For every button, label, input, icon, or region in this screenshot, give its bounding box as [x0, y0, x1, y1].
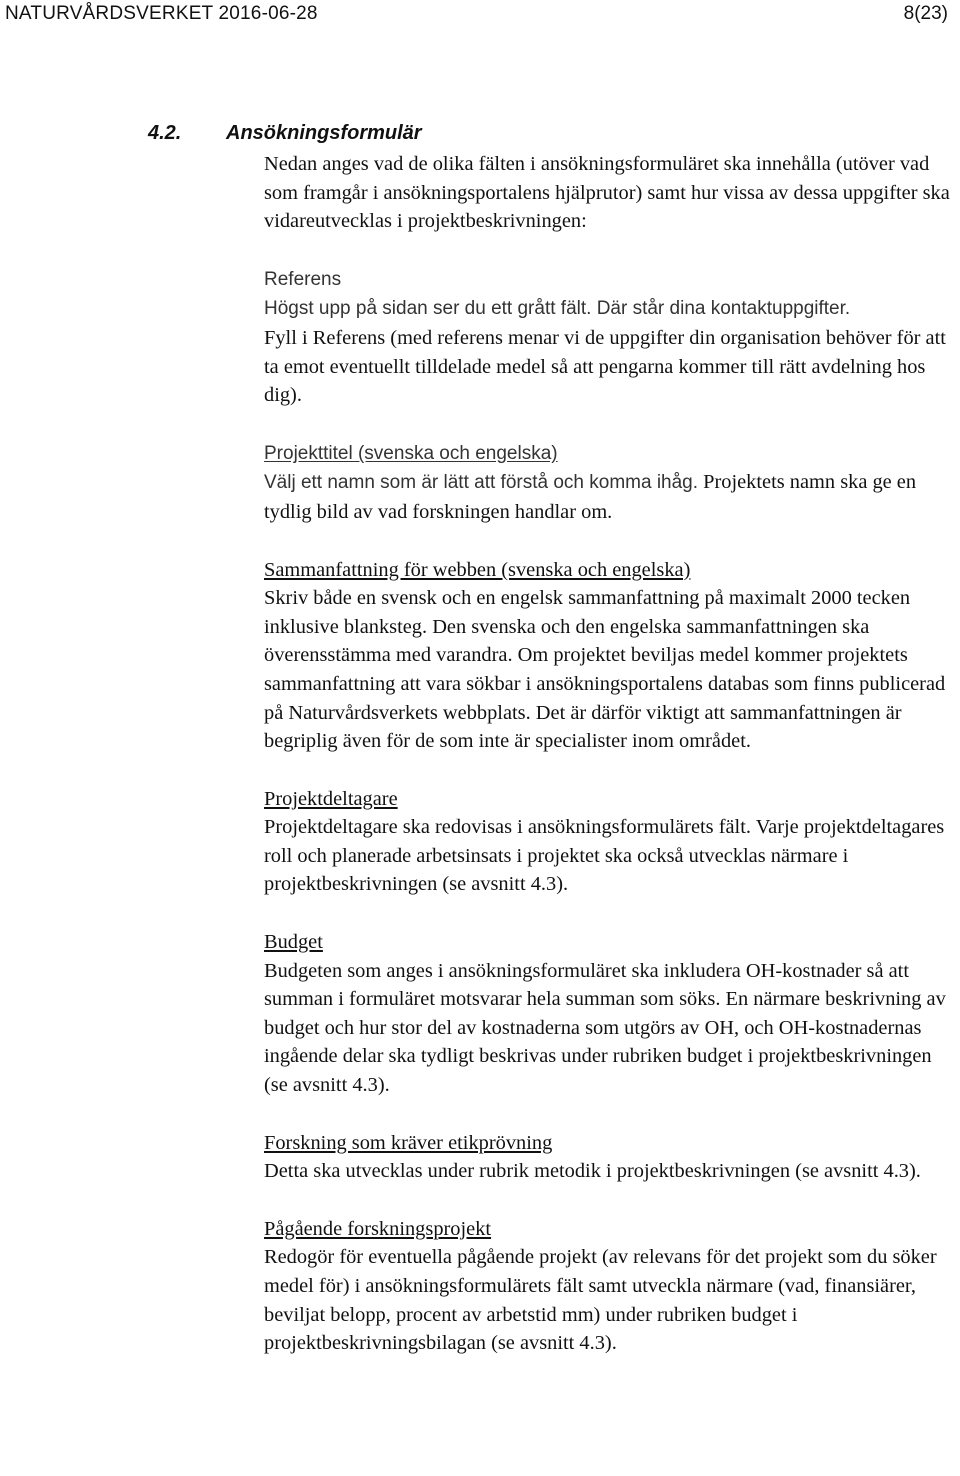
section-number: 4.2. [148, 122, 182, 144]
section-etikprovning [264, 1129, 960, 1186]
subsection-title: Sammanfattning för webben (svenska och engelska) [264, 558, 691, 581]
section-projekttitel [264, 439, 960, 527]
intro-paragraph: Nedan anges vad de olika fälten i ansökningsformuläret ska innehålla (utöver vad som framgår i ansökningsportalens hjälprutor) samt hur vissa av dessa uppgifter ska vidareutvecklas i projektbeskrivningen: [264, 153, 950, 233]
subsection-body-sans: Välj ett namn som är lätt att förstå och komma ihåg. [264, 472, 699, 494]
page-header [0, 2, 960, 32]
subsection-body: Skriv både en svensk och en engelsk sammanfattning på maximalt 2000 tecken inklusive blanksteg. Den svenska och den engelska sammanfattningen ska överensstämma med varandra. Om projektet beviljas medel kommer projektets sammanfattning att vara sökbar i ansökningsportalens databas som finns publicerad på Naturvårdsverkets webbplats. Det är därför viktigt att sammanfattningen är begriplig även för de som inte är specialister inom området. [264, 587, 946, 753]
subsection-body: Fyll i Referens (med referens menar vi de uppgifter din organisation behöver för att ta emot eventuellt tilldelade medel så att pengarna kommer till rätt avdelning hos dig). [264, 326, 946, 407]
subsection-title: Budget [264, 931, 323, 954]
subsection-body: Redogör för eventuella pågående projekt (av relevans för det projekt som du söker medel för) i ansökningsformulärets fält samt utveckla närmare (vad, finansiärer, beviljat belopp, procent av arbetstid mm) under rubriken budget i projektbeskrivningsbilagan (se avsnitt 4.3). [264, 1246, 937, 1355]
subsection-body: Budgeten som anges i ansökningsformuläret ska inkludera OH-kostnader så att summan i formuläret motsvarar hela summan som söks. En närmare beskrivning av budget och hur stor del av kostnaderna som utgörs av OH, och OH-kostnadernas ingående delar ska tydligt beskrivas under rubriken budget i projektbeskrivningen (se avsnitt 4.3). [264, 959, 946, 1097]
section-sammanfattning [264, 556, 960, 756]
subsection-title: Pågående forskningsprojekt [264, 1217, 492, 1240]
section-pagaende-projekt [264, 1215, 960, 1358]
header-page-number: 8(23) [903, 3, 948, 24]
subsection-title: Projektdeltagare [264, 787, 398, 810]
subsection-title: Referens [264, 268, 342, 290]
section-heading [148, 120, 422, 146]
subsection-body: Detta ska utvecklas under rubrik metodik i projektbeskrivningen (se avsnitt 4.3). [264, 1160, 921, 1183]
header-agency-date: NATURVÅRDSVERKET 2016-06-28 [5, 3, 318, 24]
subsection-body: Projektdeltagare ska redovisas i ansökningsformulärets fält. Varje projektdeltagares roll och planerade arbetsinsats i projektet ska också utvecklas närmare i projektbeskrivningen (se avsnitt 4.3). [264, 816, 945, 896]
section-referens [264, 265, 960, 410]
subsection-title: Projekttitel (svenska och engelska) [264, 442, 558, 464]
subsection-title: Forskning som kräver etikprövning [264, 1131, 553, 1154]
section-projektdeltagare [264, 785, 960, 899]
subsection-body: Projektets namn ska ge en tydlig bild av vad forskningen handlar om. [264, 471, 917, 523]
subsection-body-sans: Högst upp på sidan ser du ett grått fält. Där står dina kontaktuppgifter. [264, 298, 851, 320]
section-title: Ansökningsformulär [226, 122, 422, 144]
section-budget [264, 928, 960, 1100]
document-body [264, 150, 960, 1387]
